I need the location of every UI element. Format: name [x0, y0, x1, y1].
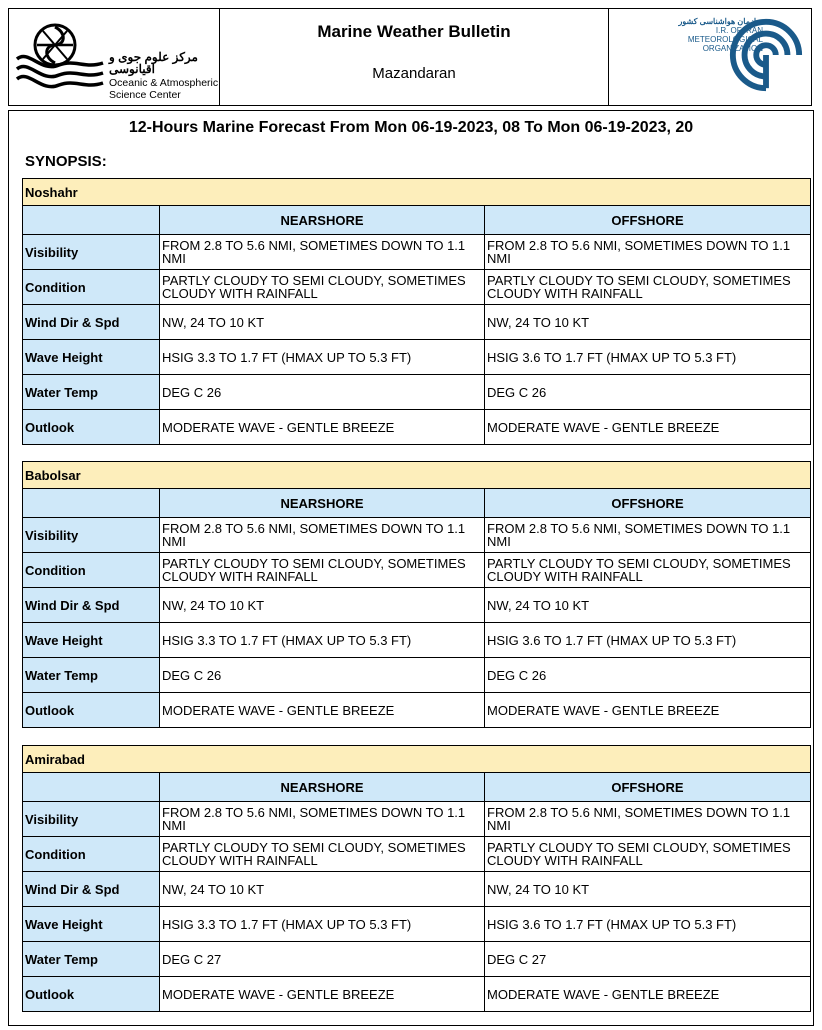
row-label-water-temp: Water Temp — [23, 942, 160, 977]
nearshore-wave: HSIG 3.3 TO 1.7 FT (HMAX UP TO 5.3 FT) — [160, 907, 485, 942]
row-label-water-temp: Water Temp — [23, 375, 160, 410]
column-header-nearshore: NEARSHORE — [160, 489, 485, 518]
nearshore-visibility: FROM 2.8 TO 5.6 NMI, SOMETIMES DOWN TO 1.1 NMI — [160, 518, 485, 553]
nearshore-visibility: FROM 2.8 TO 5.6 NMI, SOMETIMES DOWN TO 1.1 NMI — [160, 802, 485, 837]
offshore-wave: HSIG 3.6 TO 1.7 FT (HMAX UP TO 5.3 FT) — [485, 340, 811, 375]
row-label-wind: Wind Dir & Spd — [23, 588, 160, 623]
offshore-wave: HSIG 3.6 TO 1.7 FT (HMAX UP TO 5.3 FT) — [485, 623, 811, 658]
oasc-name-en-1: Oceanic & Atmospheric — [109, 77, 219, 89]
row-label-wind: Wind Dir & Spd — [23, 305, 160, 340]
irimo-logo-block — [608, 8, 812, 106]
nearshore-condition: PARTLY CLOUDY TO SEMI CLOUDY, SOMETIMES CLOUDY WITH RAINFALL — [160, 553, 485, 588]
row-label-outlook: Outlook — [23, 977, 160, 1012]
bulletin-header — [8, 8, 812, 106]
row-label-wave: Wave Height — [23, 623, 160, 658]
offshore-visibility: FROM 2.8 TO 5.6 NMI, SOMETIMES DOWN TO 1.1 NMI — [485, 518, 811, 553]
column-header-blank — [23, 489, 160, 518]
column-header-nearshore: NEARSHORE — [160, 773, 485, 802]
offshore-condition: PARTLY CLOUDY TO SEMI CLOUDY, SOMETIMES CLOUDY WITH RAINFALL — [485, 837, 811, 872]
row-label-condition: Condition — [23, 553, 160, 588]
nearshore-water-temp: DEG C 26 — [160, 375, 485, 410]
table-row — [23, 942, 811, 977]
offshore-condition: PARTLY CLOUDY TO SEMI CLOUDY, SOMETIMES CLOUDY WITH RAINFALL — [485, 553, 811, 588]
table-row — [23, 623, 811, 658]
area-name: Babolsar — [23, 462, 811, 489]
table-row — [23, 872, 811, 907]
nearshore-outlook: MODERATE WAVE - GENTLE BREEZE — [160, 410, 485, 445]
offshore-outlook: MODERATE WAVE - GENTLE BREEZE — [485, 693, 811, 728]
table-row — [23, 693, 811, 728]
oasc-logo-block — [8, 8, 220, 106]
nearshore-condition: PARTLY CLOUDY TO SEMI CLOUDY, SOMETIMES CLOUDY WITH RAINFALL — [160, 837, 485, 872]
irimo-name-en-2: METEOROLOGICAL — [687, 35, 763, 44]
column-header-offshore: OFFSHORE — [485, 773, 811, 802]
nearshore-outlook: MODERATE WAVE - GENTLE BREEZE — [160, 977, 485, 1012]
forecast-panel — [8, 110, 814, 1026]
column-header-nearshore: NEARSHORE — [160, 206, 485, 235]
table-row — [23, 837, 811, 872]
table-row — [23, 410, 811, 445]
bulletin-title: Marine Weather Bulletin — [317, 22, 511, 41]
nearshore-wind: NW, 24 TO 10 KT — [160, 305, 485, 340]
title-block — [219, 8, 609, 106]
column-header-offshore: OFFSHORE — [485, 489, 811, 518]
irimo-logo-icon — [727, 15, 805, 95]
row-label-visibility: Visibility — [23, 802, 160, 837]
table-row — [23, 518, 811, 553]
table-row — [23, 907, 811, 942]
table-row — [23, 235, 811, 270]
row-label-water-temp: Water Temp — [23, 658, 160, 693]
oasc-name-en-2: Science Center — [109, 89, 181, 101]
table-row — [23, 802, 811, 837]
row-label-outlook: Outlook — [23, 410, 160, 445]
row-label-condition: Condition — [23, 837, 160, 872]
nearshore-condition: PARTLY CLOUDY TO SEMI CLOUDY, SOMETIMES CLOUDY WITH RAINFALL — [160, 270, 485, 305]
oasc-name — [109, 51, 219, 101]
column-header-blank — [23, 206, 160, 235]
nearshore-outlook: MODERATE WAVE - GENTLE BREEZE — [160, 693, 485, 728]
offshore-visibility: FROM 2.8 TO 5.6 NMI, SOMETIMES DOWN TO 1.1 NMI — [485, 802, 811, 837]
row-label-wave: Wave Height — [23, 907, 160, 942]
area-table-babolsar — [22, 461, 811, 728]
forecast-title: 12-Hours Marine Forecast From Mon 06-19-2023, 08 To Mon 06-19-2023, 20 — [128, 119, 694, 136]
irimo-name-en-1: I.R. OF IRAN — [715, 26, 763, 35]
offshore-wind: NW, 24 TO 10 KT — [485, 305, 811, 340]
table-row — [23, 305, 811, 340]
synopsis-label: SYNOPSIS: — [25, 153, 107, 170]
table-row — [23, 270, 811, 305]
nearshore-wave: HSIG 3.3 TO 1.7 FT (HMAX UP TO 5.3 FT) — [160, 340, 485, 375]
offshore-wind: NW, 24 TO 10 KT — [485, 588, 811, 623]
nearshore-water-temp: DEG C 27 — [160, 942, 485, 977]
table-row — [23, 658, 811, 693]
table-row — [23, 588, 811, 623]
offshore-visibility: FROM 2.8 TO 5.6 NMI, SOMETIMES DOWN TO 1.1 NMI — [485, 235, 811, 270]
row-label-wave: Wave Height — [23, 340, 160, 375]
column-header-blank — [23, 773, 160, 802]
irimo-name-en-3: ORGANIZATION — [702, 44, 763, 53]
area-table-noshahr — [22, 178, 811, 445]
offshore-wind: NW, 24 TO 10 KT — [485, 872, 811, 907]
nearshore-wave: HSIG 3.3 TO 1.7 FT (HMAX UP TO 5.3 FT) — [160, 623, 485, 658]
offshore-outlook: MODERATE WAVE - GENTLE BREEZE — [485, 977, 811, 1012]
column-header-offshore: OFFSHORE — [485, 206, 811, 235]
oasc-name-fa: مرکز علوم جوی و اقیانوسی — [109, 50, 198, 76]
row-label-condition: Condition — [23, 270, 160, 305]
nearshore-wind: NW, 24 TO 10 KT — [160, 588, 485, 623]
table-row — [23, 977, 811, 1012]
table-row — [23, 553, 811, 588]
offshore-water-temp: DEG C 27 — [485, 942, 811, 977]
area-name: Noshahr — [23, 179, 811, 206]
oasc-logo-icon — [15, 19, 105, 91]
offshore-water-temp: DEG C 26 — [485, 375, 811, 410]
table-row — [23, 340, 811, 375]
irimo-name-fa: سازمان هواشناسی کشور — [678, 17, 763, 26]
row-label-visibility: Visibility — [23, 235, 160, 270]
row-label-wind: Wind Dir & Spd — [23, 872, 160, 907]
offshore-wave: HSIG 3.6 TO 1.7 FT (HMAX UP TO 5.3 FT) — [485, 907, 811, 942]
offshore-outlook: MODERATE WAVE - GENTLE BREEZE — [485, 410, 811, 445]
table-row — [23, 375, 811, 410]
offshore-condition: PARTLY CLOUDY TO SEMI CLOUDY, SOMETIMES CLOUDY WITH RAINFALL — [485, 270, 811, 305]
region-name: Mazandaran — [372, 65, 456, 82]
row-label-outlook: Outlook — [23, 693, 160, 728]
nearshore-wind: NW, 24 TO 10 KT — [160, 872, 485, 907]
nearshore-water-temp: DEG C 26 — [160, 658, 485, 693]
area-name: Amirabad — [23, 746, 811, 773]
nearshore-visibility: FROM 2.8 TO 5.6 NMI, SOMETIMES DOWN TO 1.1 NMI — [160, 235, 485, 270]
row-label-visibility: Visibility — [23, 518, 160, 553]
offshore-water-temp: DEG C 26 — [485, 658, 811, 693]
area-table-amirabad — [22, 745, 811, 1012]
